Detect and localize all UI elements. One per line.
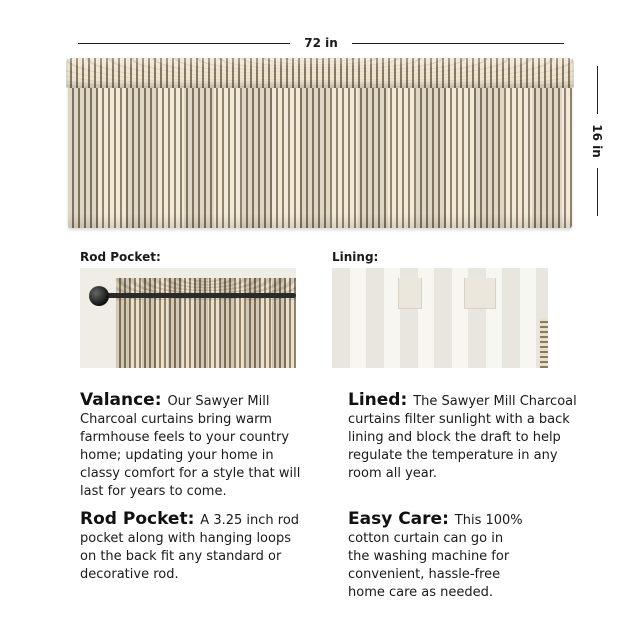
feature-rod-pocket bbox=[80, 510, 302, 584]
width-label: 72 in bbox=[304, 36, 338, 50]
curtain-rod bbox=[96, 293, 296, 298]
feature-title: Lined: bbox=[348, 390, 414, 410]
width-dimension bbox=[78, 36, 564, 50]
height-dimension-line-bottom bbox=[597, 168, 598, 216]
feature-text: The Sawyer Mill Charcoal curtains filter sunlight with a back lining and block the draft to help regulate the temperature in any room all year. bbox=[348, 394, 577, 481]
rod-pocket-photo bbox=[80, 268, 296, 368]
lining-striped-edge bbox=[540, 318, 548, 368]
hanging-loop bbox=[398, 278, 422, 309]
lining-section-label: Lining: bbox=[332, 250, 379, 264]
valance-ruffle-shading bbox=[66, 58, 574, 88]
height-dimension bbox=[590, 66, 604, 216]
valance-fabric-body bbox=[68, 86, 572, 228]
feature-text: A 3.25 inch rod pocket along with hanging loops on the back fit any standard or decorative rod. bbox=[80, 513, 300, 582]
feature-lined bbox=[348, 391, 580, 483]
rod-pocket-section-label: Rod Pocket: bbox=[80, 250, 161, 264]
feature-title: Valance: bbox=[80, 390, 168, 410]
lining-fabric bbox=[332, 268, 548, 368]
feature-text: This 100% cotton curtain can go in the washing machine for convenient, hassle-free home care as needed. bbox=[348, 513, 523, 600]
rod-finial-icon bbox=[89, 286, 109, 306]
feature-title: Easy Care: bbox=[348, 509, 455, 529]
lining-photo bbox=[332, 268, 548, 368]
feature-easy-care bbox=[348, 510, 528, 602]
height-dimension-line-top bbox=[597, 66, 598, 114]
width-dimension-line-right bbox=[352, 43, 564, 44]
height-label: 16 in bbox=[590, 124, 604, 158]
valance-product-image bbox=[66, 58, 574, 228]
feature-valance bbox=[80, 391, 315, 501]
feature-text: Our Sawyer Mill Charcoal curtains bring warm farmhouse feels to your country home; updating your home in classy comfort for a style that will last for years to come. bbox=[80, 394, 301, 499]
feature-title: Rod Pocket: bbox=[80, 509, 201, 529]
hanging-loop bbox=[464, 278, 496, 309]
